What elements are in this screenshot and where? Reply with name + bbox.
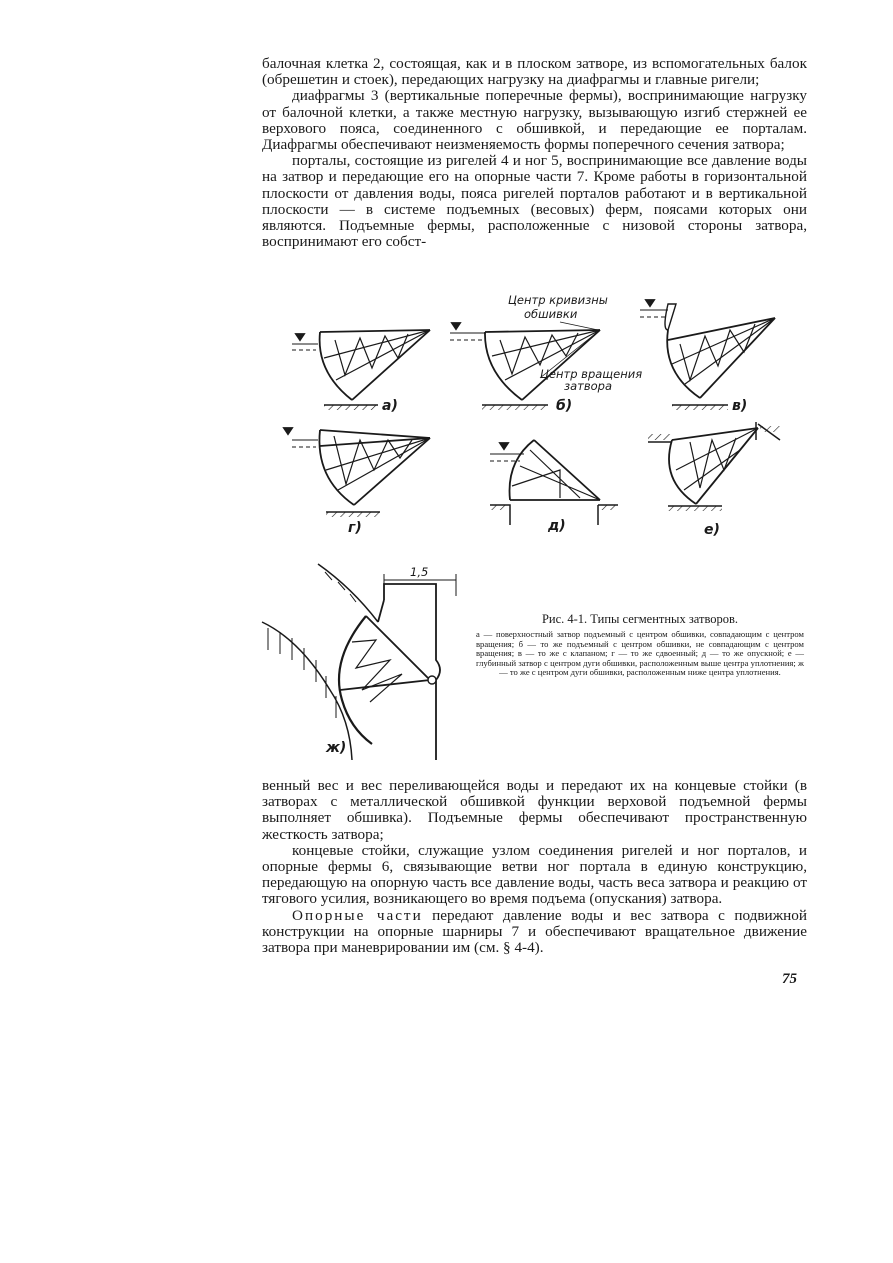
annotation-center-rotation: Центр вращения: [540, 367, 643, 381]
panel-d-diagram: [490, 440, 618, 525]
paragraph-lifting-trusses: венный вес и вес переливающейся воды и передают их на концевые стойки (в затворах с металлической обшивкой функции верховой подъемной фермы выполняет обшивка). Подъемные фермы обеспечивают пространственную жесткость затвора;: [262, 777, 807, 843]
panel-v-diagram: [640, 300, 775, 410]
annotation-center-curvature-2: обшивки: [524, 307, 578, 321]
dimension-label: 1,5: [410, 565, 429, 579]
label-b: б): [556, 398, 573, 414]
annotation-center-curvature: Центр кривизны: [508, 293, 608, 307]
panel-a-diagram: [292, 330, 430, 410]
panel-b-diagram: [450, 322, 600, 410]
bottom-text-block: [262, 778, 807, 956]
panel-g-diagram: [284, 428, 430, 517]
paragraph-end-posts: концевые стойки, служащие узлом соединения ригелей и ног порталов, и опорные фермы 6, связывающие ветви ног портала в единую конструкцию, передающую на опорную часть все давление воды, часть веса затвора и реакцию от тягового усилия, возникающего во время подъема (опускания) затвора.: [262, 841, 807, 908]
caption-body: а — поверхностный затвор подъемный с центром обшивки, совпадающим с центром вращения; б — то же подъемный с центром обшивки, не совпадающим с центром вращения; в — то же с клапаном; г — то же сдвоенный; д — то же опускной; е — глубинный затвор с центром дуги обшивки, расположенным выше центра уплотнения; ж — то же с центром дуги обшивки, расположенным ниже центра уплотнения.: [476, 629, 804, 678]
figure-caption: [476, 612, 804, 678]
label-e: е): [704, 522, 720, 538]
caption-title: Рис. 4-1. Типы сегментных затворов.: [541, 612, 739, 626]
label-g: г): [348, 520, 362, 536]
label-v: в): [732, 398, 748, 414]
spaced-term: Опорные части: [292, 906, 423, 924]
support-parts-text: передают давление воды и вес затвора с подвижной конструкции на опорные шарниры 7 и обеспечивают вращательное движение затвора при маневрировании им (см. § 4-4).: [262, 906, 807, 957]
page-number: 75: [782, 971, 797, 987]
label-d: д): [548, 518, 566, 534]
paragraph-diaphragms: диафрагмы 3 (вертикальные поперечные фермы), воспринимающие нагрузку от балочной клетки, а также местную нагрузку, вызывающую изгиб стержней ее верхового пояса, соединенного с обшивкой, и передающие ее порталам. Диафрагмы обеспечивают неизменяемость формы поперечного сечения затвора;: [262, 87, 807, 154]
panel-zh-diagram: [262, 564, 456, 760]
annotation-center-rotation-2: затвора: [564, 379, 613, 393]
paragraph-support-parts: [262, 908, 807, 957]
paragraph-portals: порталы, состоящие из ригелей 4 и ног 5, воспринимающие все давление воды на затвор и передающие его на опорные части 7. Кроме работы в горизонтальной плоскости от давления воды, пояса ригелей порталов работают и в вертикальной плоскости — в системе подъемных (весовых) ферм, поясами которых они являются. Подъемные фермы, расположенные с низовой стороны затвора, воспринимают его собст-: [262, 152, 807, 251]
label-a: а): [382, 398, 398, 414]
paragraph-beam-cage: балочная клетка 2, состоящая, как и в плоском затворе, из вспомогательных балок (обрешетин и стоек), передающих нагрузку на диафрагмы и главные ригели;: [262, 55, 807, 89]
label-zh: ж): [326, 740, 347, 756]
panel-e-diagram: [648, 422, 780, 511]
